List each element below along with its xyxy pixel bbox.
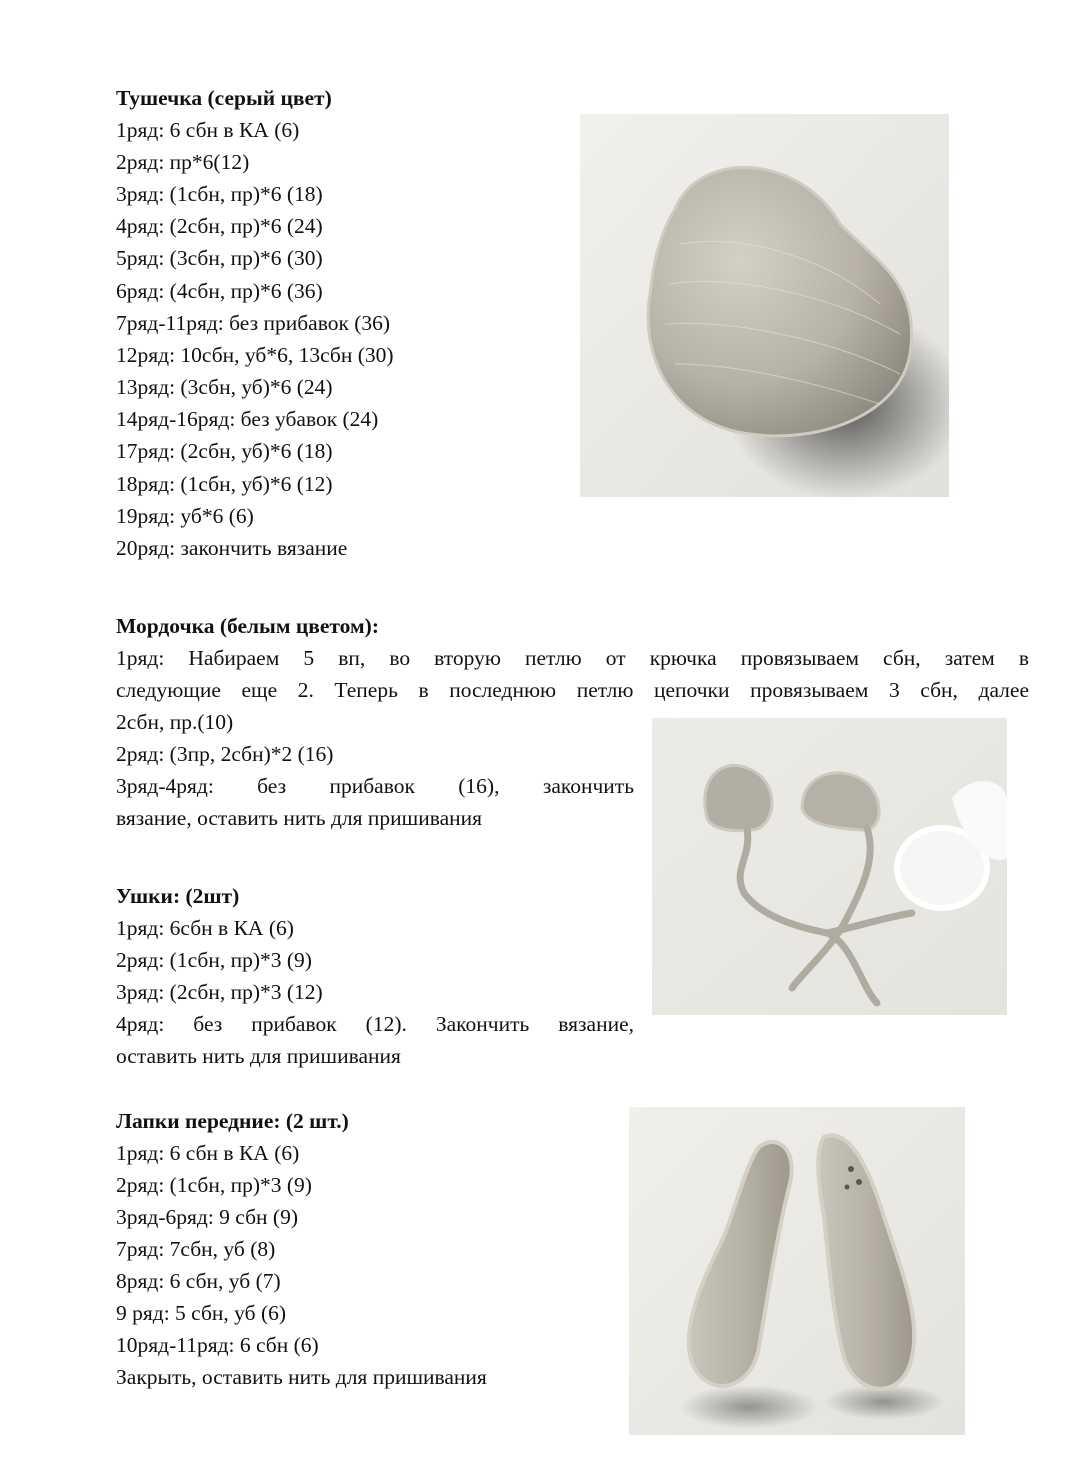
body-row: 20ряд: закончить вязание	[116, 536, 348, 560]
ears-row4-line1: 4ряд: без прибавок (12). Закончить вязание,	[116, 1012, 634, 1036]
body-row: 7ряд-11ряд: без прибавок (36)	[116, 311, 391, 335]
muzzle-row1-line2: следующие еще 2. Теперь в последнюю петлю цепочки провязываем 3 сбн, далее	[116, 678, 1029, 702]
body-row: 12ряд: 10сбн, уб*6, 13сбн (30)	[116, 343, 394, 367]
ears-row: 1ряд: 6сбн в КА (6)	[116, 916, 294, 940]
body-row: 1ряд: 6 сбн в КА (6)	[116, 118, 300, 142]
body-row: 3ряд: (1сбн, пр)*6 (18)	[116, 182, 323, 206]
paws-row: 9 ряд: 5 сбн, уб (6)	[116, 1301, 287, 1325]
body-row: 4ряд: (2сбн, пр)*6 (24)	[116, 214, 323, 238]
muzzle-row3-line1: 3ряд-4ряд: без прибавок (16), закончить	[116, 774, 634, 798]
paws-row: 8ряд: 6 сбн, уб (7)	[116, 1269, 281, 1293]
section-title-front-paws: Лапки передние: (2 шт.)	[116, 1109, 349, 1133]
paws-row: 10ряд-11ряд: 6 сбн (6)	[116, 1333, 319, 1357]
paws-row: 3ряд-6ряд: 9 сбн (9)	[116, 1205, 298, 1229]
photo-front-paws	[629, 1107, 965, 1435]
paws-row: Закрыть, оставить нить для пришивания	[116, 1365, 487, 1389]
section-title-muzzle: Мордочка (белым цветом):	[116, 614, 379, 638]
body-row: 18ряд: (1сбн, уб)*6 (12)	[116, 472, 333, 496]
ears-row: 2ряд: (1сбн, пр)*3 (9)	[116, 948, 312, 972]
section-title-body: Тушечка (серый цвет)	[116, 86, 332, 110]
muzzle-row3-line2: вязание, оставить нить для пришивания	[116, 806, 483, 830]
body-row: 2ряд: пр*6(12)	[116, 150, 250, 174]
ears-row: 3ряд: (2сбн, пр)*3 (12)	[116, 980, 323, 1004]
body-row: 19ряд: уб*6 (6)	[116, 504, 254, 528]
photo-knitted-body	[580, 114, 949, 497]
ears-row4-line2: оставить нить для пришивания	[116, 1044, 401, 1068]
muzzle-row1-line3: 2сбн, пр.(10)	[116, 710, 234, 734]
body-row: 14ряд-16ряд: без убавок (24)	[116, 407, 379, 431]
paws-row: 7ряд: 7сбн, уб (8)	[116, 1237, 276, 1261]
muzzle-row2: 2ряд: (3пр, 2сбн)*2 (16)	[116, 742, 334, 766]
photo-ears-and-muzzle	[652, 718, 1007, 1015]
body-row: 6ряд: (4сбн, пр)*6 (36)	[116, 279, 323, 303]
paws-row: 1ряд: 6 сбн в КА (6)	[116, 1141, 300, 1165]
body-row: 17ряд: (2сбн, уб)*6 (18)	[116, 439, 333, 463]
body-row: 13ряд: (3сбн, уб)*6 (24)	[116, 375, 333, 399]
muzzle-row1-line1: 1ряд: Набираем 5 вп, во вторую петлю от крючка провязываем сбн, затем в	[116, 646, 1029, 670]
paws-row: 2ряд: (1сбн, пр)*3 (9)	[116, 1173, 312, 1197]
body-row: 5ряд: (3сбн, пр)*6 (30)	[116, 246, 323, 270]
section-title-ears: Ушки: (2шт)	[116, 884, 240, 908]
